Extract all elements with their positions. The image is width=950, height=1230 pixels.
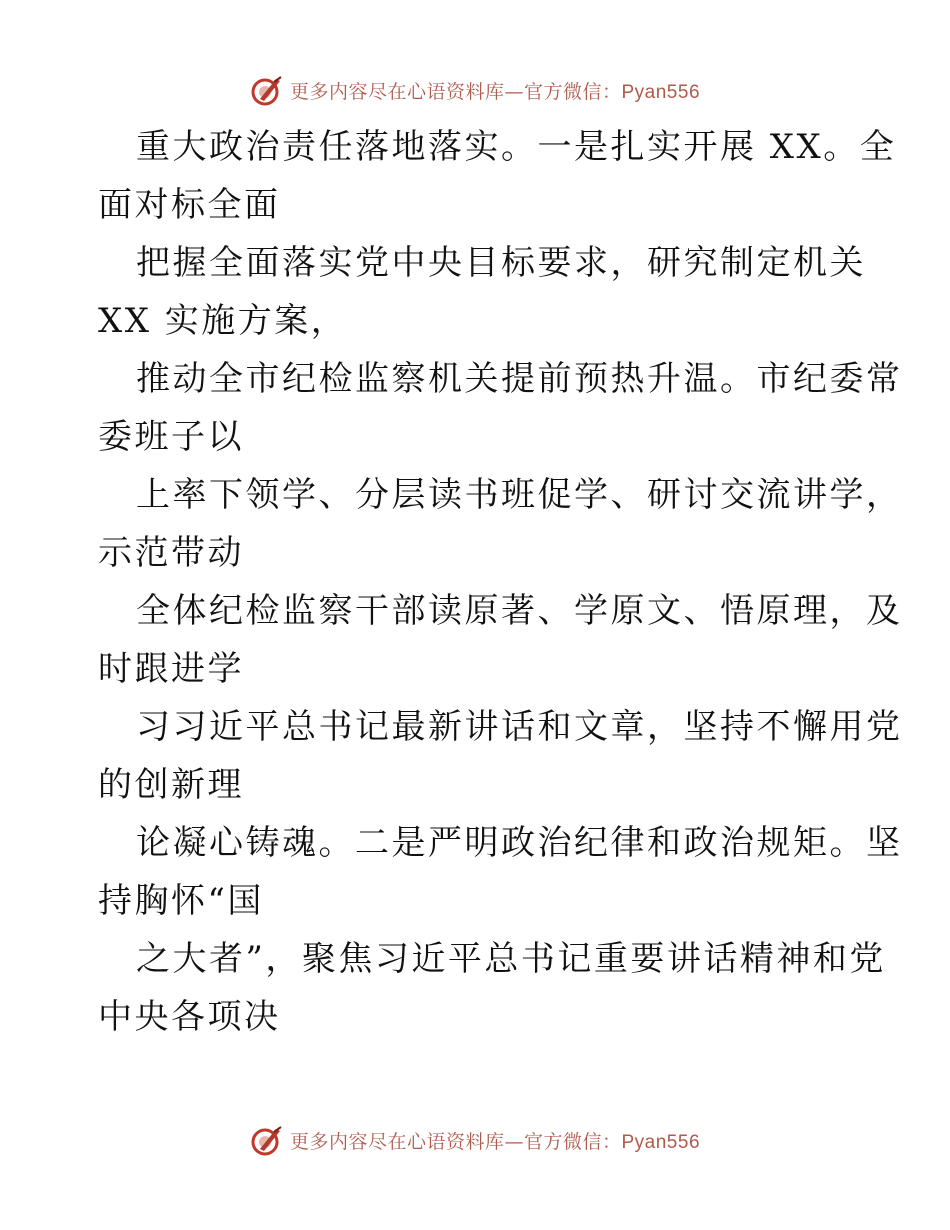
header-banner: [0, 70, 950, 110]
document-line: 委班子以: [98, 417, 244, 457]
document-line: 推动全市纪检监察机关提前预热升温。市纪委常: [136, 359, 903, 399]
document-line: 上率下领学、分层读书班促学、研讨交流讲学，: [136, 475, 903, 515]
document-line: 中央各项决: [98, 997, 281, 1037]
document-body: [98, 118, 903, 1046]
document-line: 的创新理: [98, 765, 244, 805]
document-line: 时跟进学: [98, 649, 244, 689]
document-line: 重大政治责任落地落实。一是扎实开展 XX。全: [136, 127, 897, 167]
document-line: 论凝心铸魂。二是严明政治纪律和政治规矩。坚: [136, 823, 903, 863]
document-line: 持胸怀“国: [98, 881, 264, 921]
document-line: 示范带动: [98, 533, 244, 573]
header-banner-text: 更多内容尽在心语资料库—官方微信：Pyan556: [289, 80, 701, 103]
document-line: 习习近平总书记最新讲话和文章，坚持不懈用党: [136, 707, 903, 747]
quill-logo-icon: [250, 73, 284, 107]
document-line: 全体纪检监察干部读原著、学原文、悟原理，及: [136, 591, 903, 631]
document-line: 之大者”，聚焦习近平总书记重要讲话精神和党: [136, 939, 886, 979]
footer-banner-text: 更多内容尽在心语资料库—官方微信：Pyan556: [289, 1130, 701, 1153]
document-line: 把握全面落实党中央目标要求，研究制定机关: [136, 243, 866, 283]
document-line: 面对标全面: [98, 185, 281, 225]
document-line: XX 实施方案，: [98, 301, 348, 341]
footer-banner: [0, 1120, 950, 1160]
quill-logo-icon: [250, 1123, 284, 1157]
